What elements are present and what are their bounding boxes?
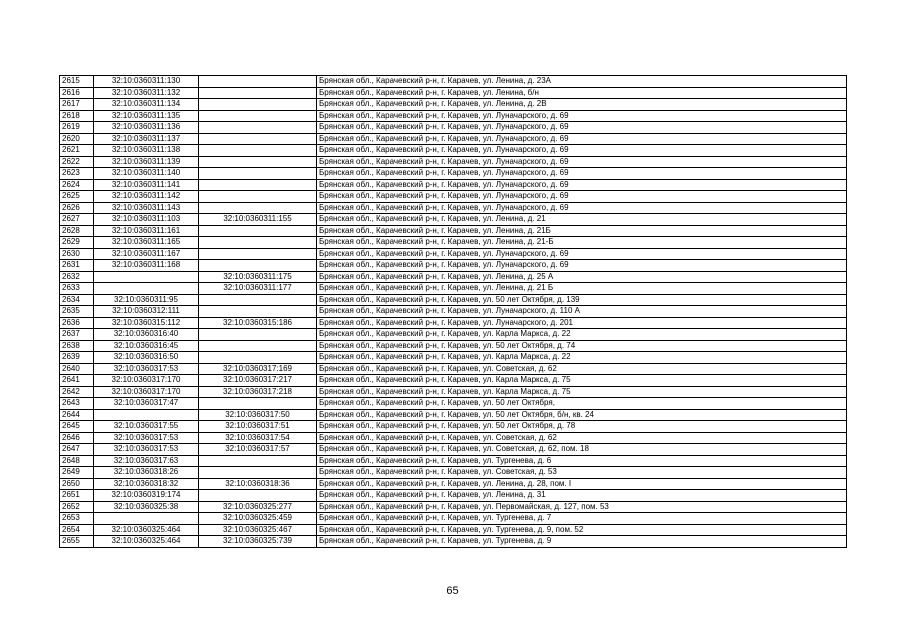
table-row bbox=[60, 386, 847, 398]
address-cell: Брянская обл., Карачевский р-н, г. Карачев, ул. Советская, д. 62 bbox=[317, 363, 847, 375]
row-number-cell: 2616 bbox=[60, 87, 94, 99]
address-cell: Брянская обл., Карачевский р-н, г. Карачев, ул. Советская, д. 62 bbox=[317, 432, 847, 444]
row-number-cell: 2645 bbox=[60, 421, 94, 433]
address-cell: Брянская обл., Карачевский р-н, г. Карачев, ул. Советская, д. 62, пом. 18 bbox=[317, 444, 847, 456]
row-number-cell: 2644 bbox=[60, 409, 94, 421]
address-cell: Брянская обл., Карачевский р-н, г. Карачев, ул. Луначарского, д. 201 bbox=[317, 317, 847, 329]
row-number-cell: 2623 bbox=[60, 168, 94, 180]
address-cell: Брянская обл., Карачевский р-н, г. Карачев, ул. Первомайская, д. 127, пом. 53 bbox=[317, 501, 847, 513]
cadastral-number-cell: 32:10:0360318:32 bbox=[94, 478, 199, 490]
address-cell: Брянская обл., Карачевский р-н, г. Карачев, ул. Тургенева, д. 6 bbox=[317, 455, 847, 467]
table-row bbox=[60, 271, 847, 283]
table-row bbox=[60, 306, 847, 318]
row-number-cell: 2621 bbox=[60, 145, 94, 157]
cadastral-number-cell: 32:10:0360318:26 bbox=[94, 467, 199, 479]
address-cell: Брянская обл., Карачевский р-н, г. Карачев, ул. Тургенева, д. 9, пом. 52 bbox=[317, 524, 847, 536]
linked-cadastral-number-cell bbox=[199, 455, 317, 467]
row-number-cell: 2618 bbox=[60, 110, 94, 122]
address-cell: Брянская обл., Карачевский р-н, г. Карачев, ул. Луначарского, д. 69 bbox=[317, 248, 847, 260]
row-number-cell: 2630 bbox=[60, 248, 94, 260]
linked-cadastral-number-cell bbox=[199, 340, 317, 352]
cadastral-number-cell: 32:10:0360316:50 bbox=[94, 352, 199, 364]
row-number-cell: 2654 bbox=[60, 524, 94, 536]
cadastral-number-cell: 32:10:0360317:170 bbox=[94, 386, 199, 398]
cadastral-number-cell bbox=[94, 409, 199, 421]
address-cell: Брянская обл., Карачевский р-н, г. Карачев, ул. Ленина, б/н bbox=[317, 87, 847, 99]
row-number-cell: 2617 bbox=[60, 99, 94, 111]
table-row bbox=[60, 99, 847, 111]
table-row bbox=[60, 501, 847, 513]
address-cell: Брянская обл., Карачевский р-н, г. Карачев, ул. Карла Маркса, д. 75 bbox=[317, 375, 847, 387]
cadastral-number-cell bbox=[94, 283, 199, 295]
address-cell: Брянская обл., Карачевский р-н, г. Карачев, ул. Ленина, д. 23А bbox=[317, 76, 847, 88]
cadastral-number-cell bbox=[94, 513, 199, 525]
address-cell: Брянская обл., Карачевский р-н, г. Карачев, ул. Луначарского, д. 69 bbox=[317, 202, 847, 214]
row-number-cell: 2629 bbox=[60, 237, 94, 249]
table-row bbox=[60, 260, 847, 272]
table-row bbox=[60, 122, 847, 134]
cadastral-number-cell: 32:10:0360311:165 bbox=[94, 237, 199, 249]
cadastral-number-cell: 32:10:0360311:167 bbox=[94, 248, 199, 260]
linked-cadastral-number-cell bbox=[199, 398, 317, 410]
linked-cadastral-number-cell: 32:10:0360317:57 bbox=[199, 444, 317, 456]
table-row bbox=[60, 156, 847, 168]
linked-cadastral-number-cell bbox=[199, 122, 317, 134]
linked-cadastral-number-cell: 32:10:0360325:459 bbox=[199, 513, 317, 525]
address-cell: Брянская обл., Карачевский р-н, г. Карачев, ул. Луначарского, д. 69 bbox=[317, 156, 847, 168]
linked-cadastral-number-cell: 32:10:0360311:177 bbox=[199, 283, 317, 295]
linked-cadastral-number-cell bbox=[199, 329, 317, 341]
table-row bbox=[60, 375, 847, 387]
linked-cadastral-number-cell: 32:10:0360311:175 bbox=[199, 271, 317, 283]
address-cell: Брянская обл., Карачевский р-н, г. Карачев, ул. 50 лет Октября, д. 78 bbox=[317, 421, 847, 433]
cadastral-number-cell: 32:10:0360317:170 bbox=[94, 375, 199, 387]
linked-cadastral-number-cell bbox=[199, 179, 317, 191]
row-number-cell: 2625 bbox=[60, 191, 94, 203]
row-number-cell: 2653 bbox=[60, 513, 94, 525]
cadastral-number-cell: 32:10:0360311:168 bbox=[94, 260, 199, 272]
address-cell: Брянская обл., Карачевский р-н, г. Карачев, ул. Луначарского, д. 69 bbox=[317, 191, 847, 203]
row-number-cell: 2640 bbox=[60, 363, 94, 375]
address-cell: Брянская обл., Карачевский р-н, г. Карачев, ул. Луначарского, д. 69 bbox=[317, 168, 847, 180]
table-row bbox=[60, 455, 847, 467]
table-row bbox=[60, 179, 847, 191]
address-cell: Брянская обл., Карачевский р-н, г. Карачев, ул. 50 лет Октября, б/н, кв. 24 bbox=[317, 409, 847, 421]
row-number-cell: 2624 bbox=[60, 179, 94, 191]
row-number-cell: 2648 bbox=[60, 455, 94, 467]
linked-cadastral-number-cell bbox=[199, 294, 317, 306]
cadastral-number-cell: 32:10:0360311:142 bbox=[94, 191, 199, 203]
cadastral-number-cell: 32:10:0360311:161 bbox=[94, 225, 199, 237]
linked-cadastral-number-cell bbox=[199, 145, 317, 157]
linked-cadastral-number-cell bbox=[199, 352, 317, 364]
linked-cadastral-number-cell bbox=[199, 87, 317, 99]
row-number-cell: 2615 bbox=[60, 76, 94, 88]
table-row bbox=[60, 536, 847, 548]
address-cell: Брянская обл., Карачевский р-н, г. Карачев, ул. Луначарского, д. 69 bbox=[317, 145, 847, 157]
cadastral-number-cell: 32:10:0360317:53 bbox=[94, 363, 199, 375]
table-row bbox=[60, 478, 847, 490]
linked-cadastral-number-cell bbox=[199, 202, 317, 214]
linked-cadastral-number-cell: 32:10:0360325:277 bbox=[199, 501, 317, 513]
table-row bbox=[60, 352, 847, 364]
cadastral-number-cell: 32:10:0360325:464 bbox=[94, 536, 199, 548]
cadastral-number-cell: 32:10:0360311:137 bbox=[94, 133, 199, 145]
address-cell: Брянская обл., Карачевский р-н, г. Карачев, ул. Ленина, д. 21-Б bbox=[317, 237, 847, 249]
linked-cadastral-number-cell: 32:10:0360317:218 bbox=[199, 386, 317, 398]
row-number-cell: 2632 bbox=[60, 271, 94, 283]
address-cell: Брянская обл., Карачевский р-н, г. Карачев, ул. Ленина, д. 31 bbox=[317, 490, 847, 502]
cadastral-number-cell: 32:10:0360316:40 bbox=[94, 329, 199, 341]
table-row bbox=[60, 214, 847, 226]
address-cell: Брянская обл., Карачевский р-н, г. Карачев, ул. Тургенева, д. 9 bbox=[317, 536, 847, 548]
table-row bbox=[60, 398, 847, 410]
cadastral-number-cell: 32:10:0360316:45 bbox=[94, 340, 199, 352]
linked-cadastral-number-cell: 32:10:0360315:186 bbox=[199, 317, 317, 329]
row-number-cell: 2641 bbox=[60, 375, 94, 387]
linked-cadastral-number-cell bbox=[199, 191, 317, 203]
table-row bbox=[60, 409, 847, 421]
cadastral-number-cell: 32:10:0360312:111 bbox=[94, 306, 199, 318]
table-row bbox=[60, 421, 847, 433]
row-number-cell: 2652 bbox=[60, 501, 94, 513]
table-row bbox=[60, 237, 847, 249]
linked-cadastral-number-cell: 32:10:0360317:169 bbox=[199, 363, 317, 375]
linked-cadastral-number-cell bbox=[199, 490, 317, 502]
row-number-cell: 2619 bbox=[60, 122, 94, 134]
table-row bbox=[60, 168, 847, 180]
cadastral-register-table bbox=[59, 75, 847, 548]
cadastral-number-cell: 32:10:0360311:130 bbox=[94, 76, 199, 88]
table-row bbox=[60, 467, 847, 479]
cadastral-number-cell: 32:10:0360311:143 bbox=[94, 202, 199, 214]
address-cell: Брянская обл., Карачевский р-н, г. Карачев, ул. 50 лет Октября, д. 74 bbox=[317, 340, 847, 352]
linked-cadastral-number-cell: 32:10:0360325:467 bbox=[199, 524, 317, 536]
address-cell: Брянская обл., Карачевский р-н, г. Карачев, ул. Ленина, д. 21 Б bbox=[317, 283, 847, 295]
linked-cadastral-number-cell: 32:10:0360311:155 bbox=[199, 214, 317, 226]
table-row bbox=[60, 329, 847, 341]
linked-cadastral-number-cell bbox=[199, 76, 317, 88]
row-number-cell: 2633 bbox=[60, 283, 94, 295]
linked-cadastral-number-cell bbox=[199, 225, 317, 237]
linked-cadastral-number-cell: 32:10:0360325:739 bbox=[199, 536, 317, 548]
address-cell: Брянская обл., Карачевский р-н, г. Карачев, ул. Тургенева, д. 7 bbox=[317, 513, 847, 525]
cadastral-number-cell: 32:10:0360317:53 bbox=[94, 432, 199, 444]
cadastral-number-cell: 32:10:0360317:53 bbox=[94, 444, 199, 456]
table-row bbox=[60, 191, 847, 203]
address-cell: Брянская обл., Карачевский р-н, г. Карачев, ул. Ленина, д. 2В bbox=[317, 99, 847, 111]
address-cell: Брянская обл., Карачевский р-н, г. Карачев, ул. Ленина, д. 21Б bbox=[317, 225, 847, 237]
linked-cadastral-number-cell: 32:10:0360317:217 bbox=[199, 375, 317, 387]
row-number-cell: 2642 bbox=[60, 386, 94, 398]
address-cell: Брянская обл., Карачевский р-н, г. Карачев, ул. Ленина, д. 28, пом. I bbox=[317, 478, 847, 490]
row-number-cell: 2643 bbox=[60, 398, 94, 410]
table-row bbox=[60, 76, 847, 88]
linked-cadastral-number-cell bbox=[199, 110, 317, 122]
cadastral-number-cell: 32:10:0360311:138 bbox=[94, 145, 199, 157]
address-cell: Брянская обл., Карачевский р-н, г. Карачев, ул. Ленина, д. 21 bbox=[317, 214, 847, 226]
address-cell: Брянская обл., Карачевский р-н, г. Карачев, ул. Карла Маркса, д. 75 bbox=[317, 386, 847, 398]
table-row bbox=[60, 225, 847, 237]
table-row bbox=[60, 87, 847, 99]
cadastral-number-cell: 32:10:0360317:63 bbox=[94, 455, 199, 467]
linked-cadastral-number-cell: 32:10:0360317:54 bbox=[199, 432, 317, 444]
address-cell: Брянская обл., Карачевский р-н, г. Карачев, ул. Луначарского, д. 110 А bbox=[317, 306, 847, 318]
cadastral-number-cell: 32:10:0360311:103 bbox=[94, 214, 199, 226]
table-row bbox=[60, 145, 847, 157]
linked-cadastral-number-cell: 32:10:0360317:51 bbox=[199, 421, 317, 433]
address-cell: Брянская обл., Карачевский р-н, г. Карачев, ул. Карла Маркса, д. 22 bbox=[317, 329, 847, 341]
row-number-cell: 2646 bbox=[60, 432, 94, 444]
row-number-cell: 2649 bbox=[60, 467, 94, 479]
row-number-cell: 2647 bbox=[60, 444, 94, 456]
cadastral-number-cell: 32:10:0360319:174 bbox=[94, 490, 199, 502]
table-row bbox=[60, 340, 847, 352]
cadastral-number-cell: 32:10:0360317:47 bbox=[94, 398, 199, 410]
address-cell: Брянская обл., Карачевский р-н, г. Карачев, ул. 50 лет Октября, bbox=[317, 398, 847, 410]
cadastral-number-cell: 32:10:0360325:38 bbox=[94, 501, 199, 513]
linked-cadastral-number-cell bbox=[199, 248, 317, 260]
address-cell: Брянская обл., Карачевский р-н, г. Карачев, ул. Карла Маркса, д. 22 bbox=[317, 352, 847, 364]
table-row bbox=[60, 317, 847, 329]
row-number-cell: 2651 bbox=[60, 490, 94, 502]
table-row bbox=[60, 444, 847, 456]
cadastral-number-cell: 32:10:0360311:141 bbox=[94, 179, 199, 191]
linked-cadastral-number-cell bbox=[199, 133, 317, 145]
row-number-cell: 2628 bbox=[60, 225, 94, 237]
address-cell: Брянская обл., Карачевский р-н, г. Карачев, ул. Луначарского, д. 69 bbox=[317, 122, 847, 134]
linked-cadastral-number-cell bbox=[199, 99, 317, 111]
address-cell: Брянская обл., Карачевский р-н, г. Карачев, ул. Луначарского, д. 69 bbox=[317, 110, 847, 122]
table-row bbox=[60, 202, 847, 214]
linked-cadastral-number-cell bbox=[199, 237, 317, 249]
row-number-cell: 2637 bbox=[60, 329, 94, 341]
cadastral-number-cell: 32:10:0360311:132 bbox=[94, 87, 199, 99]
table-body bbox=[60, 76, 847, 548]
address-cell: Брянская обл., Карачевский р-н, г. Карачев, ул. Луначарского, д. 69 bbox=[317, 179, 847, 191]
row-number-cell: 2620 bbox=[60, 133, 94, 145]
table-row bbox=[60, 110, 847, 122]
table-row bbox=[60, 524, 847, 536]
page-number: 65 bbox=[446, 585, 459, 597]
address-cell: Брянская обл., Карачевский р-н, г. Карачев, ул. Ленина, д. 25 А bbox=[317, 271, 847, 283]
row-number-cell: 2626 bbox=[60, 202, 94, 214]
linked-cadastral-number-cell bbox=[199, 168, 317, 180]
linked-cadastral-number-cell bbox=[199, 260, 317, 272]
cadastral-number-cell: 32:10:0360311:134 bbox=[94, 99, 199, 111]
cadastral-number-cell: 32:10:0360325:464 bbox=[94, 524, 199, 536]
cadastral-number-cell: 32:10:0360317:55 bbox=[94, 421, 199, 433]
linked-cadastral-number-cell bbox=[199, 467, 317, 479]
row-number-cell: 2627 bbox=[60, 214, 94, 226]
address-cell: Брянская обл., Карачевский р-н, г. Карачев, ул. Советская, д. 53 bbox=[317, 467, 847, 479]
table-row bbox=[60, 248, 847, 260]
cadastral-number-cell: 32:10:0360311:136 bbox=[94, 122, 199, 134]
cadastral-number-cell: 32:10:0360315:112 bbox=[94, 317, 199, 329]
linked-cadastral-number-cell: 32:10:0360318:36 bbox=[199, 478, 317, 490]
table-row bbox=[60, 432, 847, 444]
table-row bbox=[60, 363, 847, 375]
row-number-cell: 2638 bbox=[60, 340, 94, 352]
table-row bbox=[60, 283, 847, 295]
table-row bbox=[60, 513, 847, 525]
cadastral-number-cell: 32:10:0360311:135 bbox=[94, 110, 199, 122]
row-number-cell: 2639 bbox=[60, 352, 94, 364]
row-number-cell: 2635 bbox=[60, 306, 94, 318]
row-number-cell: 2634 bbox=[60, 294, 94, 306]
table-row bbox=[60, 490, 847, 502]
cadastral-number-cell: 32:10:0360311:139 bbox=[94, 156, 199, 168]
linked-cadastral-number-cell bbox=[199, 306, 317, 318]
row-number-cell: 2622 bbox=[60, 156, 94, 168]
linked-cadastral-number-cell: 32:10:0360317:50 bbox=[199, 409, 317, 421]
cadastral-number-cell bbox=[94, 271, 199, 283]
cadastral-number-cell: 32:10:0360311:140 bbox=[94, 168, 199, 180]
address-cell: Брянская обл., Карачевский р-н, г. Карачев, ул. Луначарского, д. 69 bbox=[317, 133, 847, 145]
row-number-cell: 2650 bbox=[60, 478, 94, 490]
row-number-cell: 2655 bbox=[60, 536, 94, 548]
row-number-cell: 2636 bbox=[60, 317, 94, 329]
linked-cadastral-number-cell bbox=[199, 156, 317, 168]
address-cell: Брянская обл., Карачевский р-н, г. Карачев, ул. 50 лет Октября, д. 139 bbox=[317, 294, 847, 306]
cadastral-number-cell: 32:10:0360311:95 bbox=[94, 294, 199, 306]
row-number-cell: 2631 bbox=[60, 260, 94, 272]
table-row bbox=[60, 133, 847, 145]
address-cell: Брянская обл., Карачевский р-н, г. Карачев, ул. Луначарского, д. 69 bbox=[317, 260, 847, 272]
table-row bbox=[60, 294, 847, 306]
